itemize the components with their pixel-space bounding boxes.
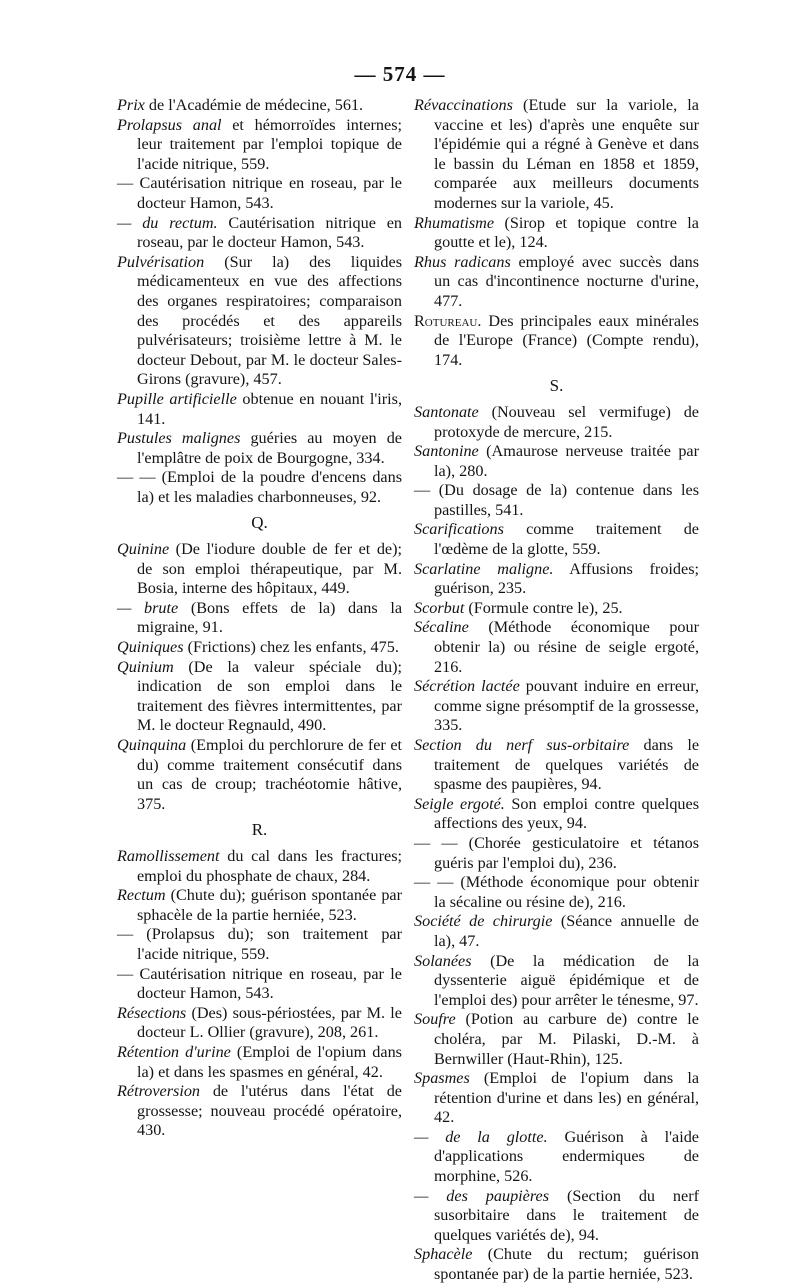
entry-text: (Séance annuelle de la), 47. — [434, 912, 699, 950]
index-entry — [414, 1245, 699, 1284]
entry-text: (Frictions) chez les enfants, 475. — [183, 638, 399, 657]
entry-heading: Pustules malignes — [117, 429, 241, 448]
entry-heading: Quinium — [117, 657, 174, 676]
entry-heading: Sécaline — [414, 618, 469, 637]
entry-text: (Section du nerf susorbitaire dans le traitement de quelques variétés de), 94. — [434, 1186, 699, 1244]
entry-text: obtenue en nouant l'iris, 141. — [137, 389, 402, 428]
entry-heading: Révaccinations — [414, 96, 513, 114]
entry-text: (Méthode économique pour obtenir la) ou résine de seigle ergoté, 216. — [434, 618, 699, 676]
index-entry — [414, 520, 699, 559]
entry-text: Cautérisation nitrique en roseau, par le docteur Hamon, 543. — [137, 213, 402, 252]
index-entry — [117, 1082, 402, 1141]
entry-text: de l'utérus dans l'état de grossesse; nouveau procédé opératoire, 430. — [137, 1082, 402, 1140]
entry-text: (Etude sur la variole, la vaccine et les) d'après une enquête sur l'épidémie qui a régné à Genève et dans le bassin du Léman en 1858 et 1859, comparée aux meilleurs documents modernes sur la variole, 45. — [434, 96, 699, 212]
entry-text: Des principales eaux minérales de l'Europe (France) (Compte rendu), 174. — [434, 311, 699, 369]
entry-text: — — (Emploi de la poudre d'encens dans la) et les maladies charbonneuses, 92. — [117, 468, 402, 506]
entry-text: comme traitement de l'œdème de la glotte, 559. — [434, 520, 699, 559]
index-entry — [414, 253, 699, 312]
index-entry — [117, 214, 402, 253]
entry-text: — — (Méthode économique pour obtenir la sécaline ou résine de), 216. — [414, 873, 699, 911]
entry-heading: Scarifications — [414, 520, 504, 539]
index-entry — [117, 599, 402, 638]
index-entry — [117, 658, 402, 736]
entry-heading: Rétention d'urine — [117, 1042, 231, 1061]
entry-text: dans le traitement de quelques variétés de spasme des paupières, 94. — [434, 736, 700, 794]
entry-text: Guérison à l'aide d'applications endermiques de morphine, 526. — [434, 1127, 699, 1186]
entry-text: — Cautérisation nitrique en roseau, par le docteur Hamon, 543. — [117, 964, 402, 1003]
index-entry — [414, 912, 699, 951]
entry-heading: Rectum — [117, 886, 166, 905]
index-entry — [414, 560, 699, 599]
index-entry — [414, 96, 699, 214]
index-entry — [414, 736, 699, 795]
entry-text: — — (Chorée gesticulatoire et tétanos guéris par l'emploi du), 236. — [414, 833, 699, 872]
entry-text: (Des) sous-périostées, par M. le docteur L. Ollier (gravure), 208, 261. — [137, 1003, 402, 1042]
section-letter: Q. — [251, 513, 268, 533]
entry-heading: Résections — [117, 1003, 187, 1022]
index-entry — [414, 873, 699, 912]
entry-text: (De l'iodure double de fer et de); de son emploi thérapeutique, par M. Bosia, interne des hôpitaux, 449. — [137, 540, 402, 598]
entry-text: (Chute du); guérison spontanée par sphacèle de la partie herniée, 523. — [137, 886, 402, 924]
index-entry — [117, 925, 402, 964]
entry-heading: Santonate — [414, 402, 479, 421]
entry-heading: — brute — [117, 598, 179, 617]
index-entry — [414, 952, 699, 1011]
entry-heading: Spasmes — [414, 1069, 470, 1088]
entry-heading: Santonine — [414, 442, 479, 461]
index-entry — [414, 403, 699, 442]
entry-text: (Chute du rectum; guérison spontanée par) de la partie herniée, 523. — [434, 1245, 699, 1284]
entry-heading: Sécrétion lactée — [414, 677, 520, 696]
page-number: — 574 — — [354, 62, 446, 86]
index-entry — [414, 834, 699, 873]
index-entry — [117, 540, 402, 599]
entry-heading: Scorbut — [414, 598, 465, 617]
entry-heading: Quinquina — [117, 736, 187, 754]
entry-heading: Sphacèle — [414, 1245, 473, 1264]
index-entry — [414, 599, 699, 619]
entry-text: (Sirop et topique contre la goutte et le), 124. — [434, 213, 699, 252]
entry-heading: Rhumatisme — [414, 213, 495, 232]
entry-text: guéries au moyen de l'emplâtre de poix de Bourgogne, 334. — [137, 429, 402, 467]
section-letter: R. — [251, 820, 268, 840]
entry-text: — (Du dosage de la) contenue dans les pastilles, 541. — [414, 481, 699, 519]
index-entry — [117, 468, 402, 507]
entry-heading: Rotureau. — [414, 311, 482, 330]
entry-text: (Formule contre le), 25. — [464, 598, 623, 617]
entry-text: — (Prolapsus du); son traitement par l'acide nitrique, 559. — [117, 925, 402, 963]
index-entry — [414, 1187, 699, 1246]
entry-text: du cal dans les fractures; emploi du phosphate de chaux, 284. — [137, 846, 402, 885]
entry-heading: — du rectum. — [117, 213, 218, 232]
entry-text: et hémorroïdes internes; leur traitement par l'emploi topique de l'acide nitrique, 559. — [137, 115, 402, 173]
entry-text: Affusions froides; guérison, 235. — [434, 559, 699, 598]
entry-heading: — des paupières — [414, 1186, 550, 1205]
entry-heading: Société de chirurgie — [414, 912, 553, 931]
entry-text: de l'Académie de médecine, 561. — [144, 96, 364, 114]
entry-text: Son emploi contre quelques affections des yeux, 94. — [434, 794, 699, 833]
index-entry — [117, 736, 402, 814]
index-entry — [414, 795, 699, 834]
index-entry — [117, 429, 402, 468]
entry-text: (Potion au carbure de) contre le choléra, par M. Pilaski, D.-M. à Bernwiller (Haut-Rhin), 125. — [434, 1010, 699, 1068]
entry-heading: Quinine — [117, 540, 170, 559]
index-entry — [117, 1004, 402, 1043]
entry-text: (Nouveau sel vermifuge) de protoxyde de mercure, 215. — [434, 402, 699, 441]
entry-text: (Sur la) des liquides médicamenteux en vue des affections des organes respiratoires; comparaison des procédés et des appareils pulvérisateurs; troisième lettre à M. le docteur Debout, par M. le docteur Sales-Girons (gravure), 457. — [137, 252, 402, 389]
entry-text: (De la valeur spéciale du); indication de son emploi dans le traitement des fièvres intermittentes, par M. le docteur Regnauld, 490. — [137, 657, 402, 735]
entry-text: (Emploi de l'opium dans la rétention d'urine et dans les) en général, 42. — [434, 1069, 699, 1127]
index-entry — [117, 390, 402, 429]
index-entry — [117, 116, 402, 175]
entry-heading: Quiniques — [117, 638, 184, 657]
entry-heading: Pupille artificielle — [117, 389, 237, 408]
entry-heading: Rhus radicans — [414, 252, 511, 271]
index-entry — [117, 638, 402, 658]
index-entry — [414, 677, 699, 736]
entry-heading: — de la glotte. — [414, 1127, 548, 1146]
index-entry — [414, 312, 699, 371]
index-entry — [117, 96, 402, 116]
index-entry — [414, 442, 699, 481]
index-entry — [414, 1128, 699, 1187]
index-entry — [414, 214, 699, 253]
entry-heading: Prolapsus anal — [117, 115, 222, 134]
entry-heading: Scarlatine maligne. — [414, 559, 554, 578]
index-entry — [117, 253, 402, 390]
entry-text: pouvant induire en erreur, comme signe présomptif de la grossesse, 335. — [434, 677, 699, 735]
index-entry — [414, 1010, 699, 1069]
index-entry — [414, 618, 699, 677]
entry-text: (Emploi du perchlorure de fer et du) comme traitement consécutif dans un cas de croup; trachéotomie hâtive, 375. — [137, 736, 402, 813]
entry-heading: Prix — [117, 96, 145, 114]
entry-heading: Pulvérisation — [117, 252, 205, 271]
entry-text: (Emploi de l'opium dans la) et dans les spasmes en général, 42. — [137, 1042, 402, 1081]
index-entry — [117, 886, 402, 925]
entry-heading: Soufre — [414, 1010, 456, 1029]
section-letter: S. — [549, 376, 564, 396]
index-entry — [117, 847, 402, 886]
entry-text: (Amaurose nerveuse traitée par la), 280. — [434, 442, 699, 480]
right-column — [414, 96, 699, 1285]
index-entry — [414, 1069, 699, 1128]
entry-heading: Solanées — [414, 951, 472, 970]
index-entry — [414, 481, 699, 520]
index-entry — [117, 174, 402, 213]
index-entry — [117, 965, 402, 1004]
entry-text: (De la médication de la dyssenterie aiguë épidémique et de l'emploi des) pour arrêter le ténesme, 97. — [434, 951, 699, 1009]
entry-heading: Seigle ergoté. — [414, 794, 505, 813]
entry-heading: Section du nerf sus-orbitaire — [414, 736, 630, 754]
index-entry — [117, 1043, 402, 1082]
entry-text: employé avec succès dans un cas d'incontinence nocturne d'urine, 477. — [434, 252, 699, 310]
left-column — [117, 96, 402, 1141]
entry-text: — Cautérisation nitrique en roseau, par le docteur Hamon, 543. — [117, 174, 402, 212]
entry-heading: Ramollissement — [117, 846, 220, 865]
entry-heading: Rétroversion — [117, 1082, 201, 1101]
entry-text: (Bons effets de la) dans la migraine, 91. — [137, 598, 403, 637]
